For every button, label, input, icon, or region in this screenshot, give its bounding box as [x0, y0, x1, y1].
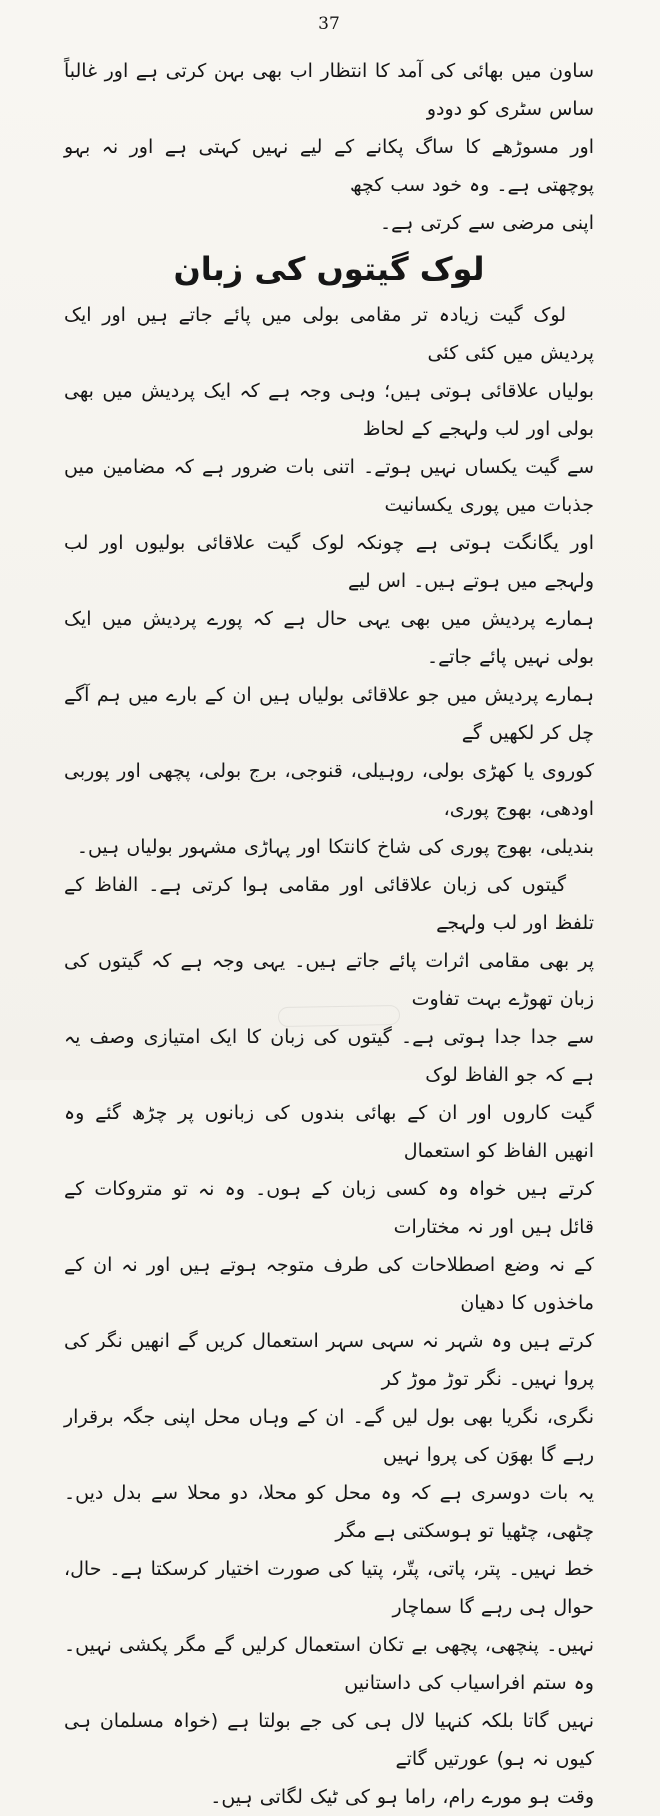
opening-paragraph: ساون میں بھائی کی آمد کا انتظار اب بھی بہن کرتی ہے اور غالباً ساس سٹری کو دودو اور مسوڑھے کا ساگ پکانے کے لیے نہیں کہتی ہے اور نہ بہو پوچھتی ہے۔ وہ خود سب کچھ اپنی مرضی سے کرتی ہے۔	[64, 60, 594, 234]
body-paragraph-one: لوک گیت زیادہ تر مقامی بولی میں پائے جاتے ہیں اور ایک پردیش میں کئی کئی بولیاں علاقائی ہوتی ہیں؛ وہی وجہ ہے کہ ایک پردیش میں بھی بولی اور لب ولہجے کے لحاظ سے گیت یکساں نہیں ہوتے۔ اتنی بات ضرور ہے کہ مضامین میں جذبات میں پوری یکسانیت اور یگانگت ہوتی ہے چونکہ لوک گیت علاقائی بولیوں اور لب ولہجے میں ہوتے ہیں۔ اس لیے ہمارے پردیش میں بھی یہی حال ہے کہ پورے پردیش میں ایک بولی نہیں پائے جاتے۔ ہمارے پردیش میں جو علاقائی بولیاں ہیں ان کے بارے میں ہم آگے چل کر لکھیں گے کوروی یا کھڑی بولی، روہیلی، قنوجی، برج بولی، پچھی اور پوربی اودھی، بھوج پوری، بندیلی، بھوج پوری کی شاخ کانتکا اور پہاڑی مشہور بولیاں ہیں۔	[64, 304, 594, 858]
page-number: 37	[318, 14, 340, 34]
section-heading: لوک گیتوں کی زبان	[173, 250, 485, 288]
faint-stamp-mark	[278, 1005, 400, 1027]
body-paragraph-two: گیتوں کی زبان علاقائی اور مقامی ہوا کرتی ہے۔ الفاظ کے تلفظ اور لب ولہجے پر بھی مقامی اثرات پائے جاتے ہیں۔ یہی وجہ ہے کہ گیتوں کی زبان تھوڑے بہت تفاوت سے جدا جدا ہوتی ہے۔ گیتوں کی زبان کا ایک امتیازی وصف یہ ہے کہ جو الفاظ لوک گیت کاروں اور ان کے بھائی بندوں کی زبانوں پر چڑھ گئے وہ انھیں الفاظ کو استعمال کرتے ہیں خواہ وہ کسی زبان کے ہوں۔ وہ نہ تو متروکات کے قائل ہیں اور نہ مختارات کے نہ وضع اصطلاحات کی طرف متوجہ ہوتے ہیں اور نہ ان کے ماخذوں کا دھیان کرتے ہیں وہ شہر نہ سہی سہر استعمال کریں گے انھیں نگر کی پروا نہیں۔ نگر توڑ موڑ کر نگری، نگریا بھی بول لیں گے۔ ان کے وہاں محل اپنی جگہ برقرار رہے گا بھوَن کی پروا نہیں یہ بات دوسری ہے کہ وہ محل کو محلا، دو محلا سے بدل دیں۔ چٹھی، چٹھیا تو ہوسکتی ہے مگر خط نہیں۔ پتر، پاتی، پتّر، پتیا کی صورت اختیار کرسکتا ہے۔ حال، حوال ہی رہے گا سماچار نہیں۔ پنچھی، پچھی بے تکان استعمال کرلیں گے مگر پکشی نہیں۔ وہ ستم افراسیاب کی داستانیں نہیں گاتا بلکہ کنہیا لال ہی کی جے بولتا ہے (خواہ مسلمان ہی کیوں نہ ہو) عورتیں گاتے وقت ہو مورے رام، راما ہو کی ٹیک لگاتی ہیں۔	[64, 874, 594, 1808]
